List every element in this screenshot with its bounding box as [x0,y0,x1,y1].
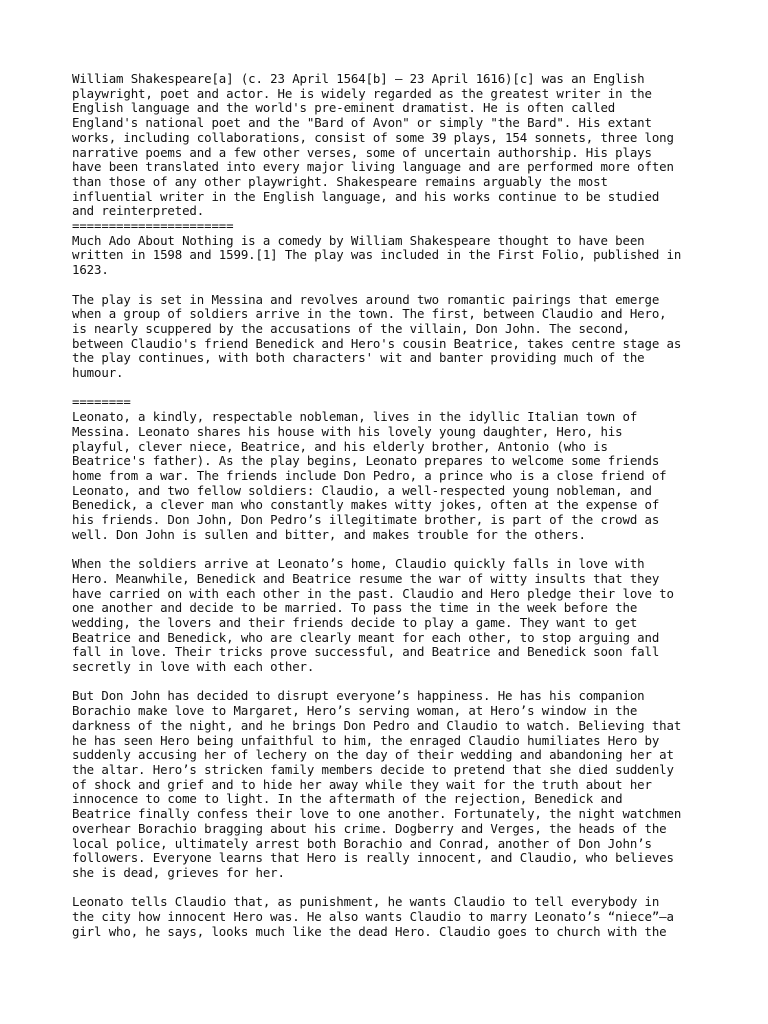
play-setting-paragraph: The play is set in Messina and revolves around two romantic pairings that emerge when a group of soldiers arrive in the town. The first, between Claudio and Hero, is nearly scuppered by the accusations of the villain, Don John. The second, between Claudio's friend Benedick and Hero's cousin Beatrice, takes centre stage as the play continues, with both characters' wit and banter providing much of the humour. [72,291,682,381]
bio-paragraph: William Shakespeare[a] (c. 23 April 1564[b] – 23 April 1616)[c] was an English playwright, poet and actor. He is widely regarded as the greatest writer in the English language and the world's pre-eminent dramatist. He is often called England's national poet and the "Bard of Avon" or simply "the Bard". His extant works, including collaborations, consist of some 39 plays, 154 sonnets, three long narrative poems and a few other verses, some of uncertain authorship. His plays have been translated into every major living language and are performed more often than those of any other playwright. Shakespeare remains arguably the most influential writer in the English language, and his works continue to be studied and reinterpreted. [72,71,674,219]
paragraph-gap [72,881,712,896]
summary-paragraph-4: Leonato tells Claudio that, as punishment, he wants Claudio to tell everybody in the city how innocent Hero was. He also wants Claudio to marry Leonato’s “niece”—a girl who, he says, looks much like the dead Hero. Claudio goes to church with the [72,894,674,939]
summary-paragraph-3: But Don John has decided to disrupt everyone’s happiness. He has his companion Borachio make love to Margaret, Hero’s serving woman, at Hero’s window in the darkness of the night, and he brings Don Pedro and Claudio to watch. Believing that he has seen Hero being unfaithful to him, the enraged Claudio humiliates Hero by suddenly accusing her of lechery on the day of their wedding and abandoning her at the altar. Hero’s stricken family members decide to pretend that she died suddenly of shock and grief and to hide her away while they wait for the truth about her innocence to come to light. In the aftermath of the rejection, Benedick and Beatrice finally confess their love to one another. Fortunately, the night watchmen overhear Borachio bragging about his crime. Dogberry and Verges, the heads of the local police, ultimately arrest both Borachio and Conrad, another of Don John’s followers. Everyone learns that Hero is really innocent, and Claudio, who believes she is dead, grieves for her. [72,688,682,880]
summary-paragraph-1: Leonato, a kindly, respectable nobleman, lives in the idyllic Italian town of Messina. Leonato shares his house with his lovely young daughter, Hero, his playful, clever niece, Beatrice, and his elderly brother, Antonio (who is Beatrice's father). As the play begins, Leonato prepares to welcome some friends home from a war. The friends include Don Pedro, a prince who is a close friend of Leonato, and two fellow soldiers: Claudio, a well-respected young nobleman, and Benedick, a clever man who constantly makes witty jokes, often at the expense of his friends. Don John, Don Pedro’s illegitimate brother, is part of the crowd as well. Don John is sullen and bitter, and makes trouble for the others. [72,409,667,542]
paragraph-gap [72,675,712,690]
play-intro-paragraph: Much Ado About Nothing is a comedy by William Shakespeare thought to have been written in 1598 and 1599.[1] The play was included in the First Folio, published in 1623. [72,232,682,278]
paragraph-gap [72,381,712,396]
separator-line-1: ====================== [72,218,234,234]
paragraph-gap [72,278,712,293]
document-page [72,72,712,939]
paragraph-gap [72,542,712,557]
separator-line-2: ======== [72,394,131,410]
summary-paragraph-2: When the soldiers arrive at Leonato’s home, Claudio quickly falls in love with Hero. Meanwhile, Benedick and Beatrice resume the war of witty insults that they have carried on with each other in the past. Claudio and Hero pledge their love to one another and decide to be married. To pass the time in the week before the wedding, the lovers and their friends decide to play a game. They want to get Beatrice and Benedick, who are clearly meant for each other, to stop arguing and fall in love. Their tricks prove successful, and Beatrice and Benedick soon fall secretly in love with each other. [72,556,674,675]
